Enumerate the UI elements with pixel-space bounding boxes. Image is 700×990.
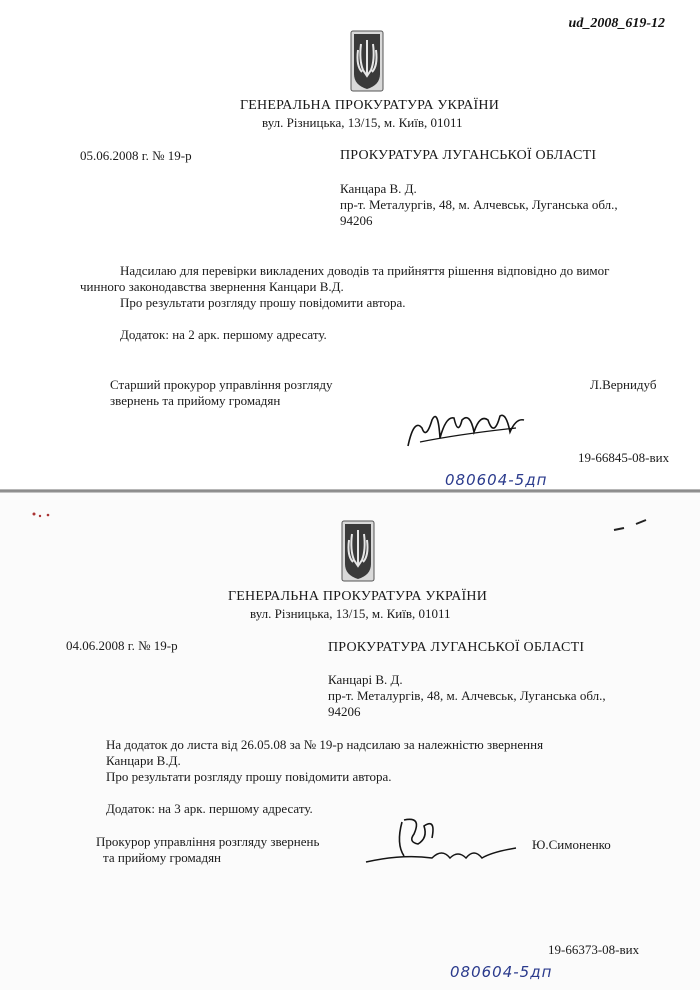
body-text: На додаток до листа від 26.05.08 за № 19-р надсилаю за належністю звернення [106,737,544,752]
attachment-note: Додаток: на 3 арк. першому адресату. [106,801,313,816]
scan-mark [28,508,58,522]
signature [400,398,530,458]
attachment-note: Додаток: на 2 арк. першому адресату. [120,327,327,342]
handwritten-note: 080604-5дп [450,963,553,981]
recipient-postcode: 94206 [328,704,361,719]
recipient-address: пр-т. Металургів, 48, м. Алчевськ, Луганська обл., [328,688,606,703]
body-text: Канцари В.Д. [106,753,181,768]
date-number: 05.06.2008 г. № 19-р [80,148,192,163]
org-address: вул. Різницька, 13/15, м. Київ, 01011 [250,606,451,621]
outgoing-number: 19-66845-08-вих [578,450,670,465]
signer-title: звернень та прийому громадян [110,393,281,408]
signer-name: Л.Вернидуб [590,377,657,392]
org-name: ГЕНЕРАЛЬНА ПРОКУРАТУРА УКРАЇНИ [228,589,487,604]
date-number: 04.06.2008 г. № 19-р [66,638,178,653]
org-address: вул. Різницька, 13/15, м. Київ, 01011 [262,115,463,130]
outgoing-number: 19-66373-08-вих [548,942,640,957]
trident-emblem-icon [350,30,384,92]
body-text: Про результати розгляду прошу повідомити автора. [106,769,392,784]
body-text: чинного законодавства звернення Канцари В.Д. [80,279,344,294]
page-divider [0,489,700,493]
trident-emblem-icon [341,520,375,582]
org-name: ГЕНЕРАЛЬНА ПРОКУРАТУРА УКРАЇНИ [240,98,499,113]
signer-title: Прокурор управління розгляду звернень [96,834,320,849]
signer-title: та прийому громадян [103,850,222,865]
handwritten-note: 080604-5дп [445,471,548,489]
document-id: ud_2008_619-12 [568,16,665,31]
signer-title: Старший прокурор управління розгляду [110,377,333,392]
signer-name: Ю.Симоненко [532,837,611,852]
recipient-name: Канцарі В. Д. [328,672,403,687]
scan-mark [612,518,652,534]
recipient-postcode: 94206 [340,213,373,228]
recipient-address: пр-т. Металургів, 48, м. Алчевськ, Луганська обл., [340,197,618,212]
recipient-org: ПРОКУРАТУРА ЛУГАНСЬКОЇ ОБЛАСТІ [328,640,585,655]
body-text: Про результати розгляду прошу повідомити автора. [120,295,406,310]
recipient-org: ПРОКУРАТУРА ЛУГАНСЬКОЇ ОБЛАСТІ [340,148,597,163]
recipient-name: Канцара В. Д. [340,181,417,196]
signature [362,808,522,870]
body-text: Надсилаю для перевірки викладених доводів та прийняття рішення відповідно до вимог [120,263,610,278]
